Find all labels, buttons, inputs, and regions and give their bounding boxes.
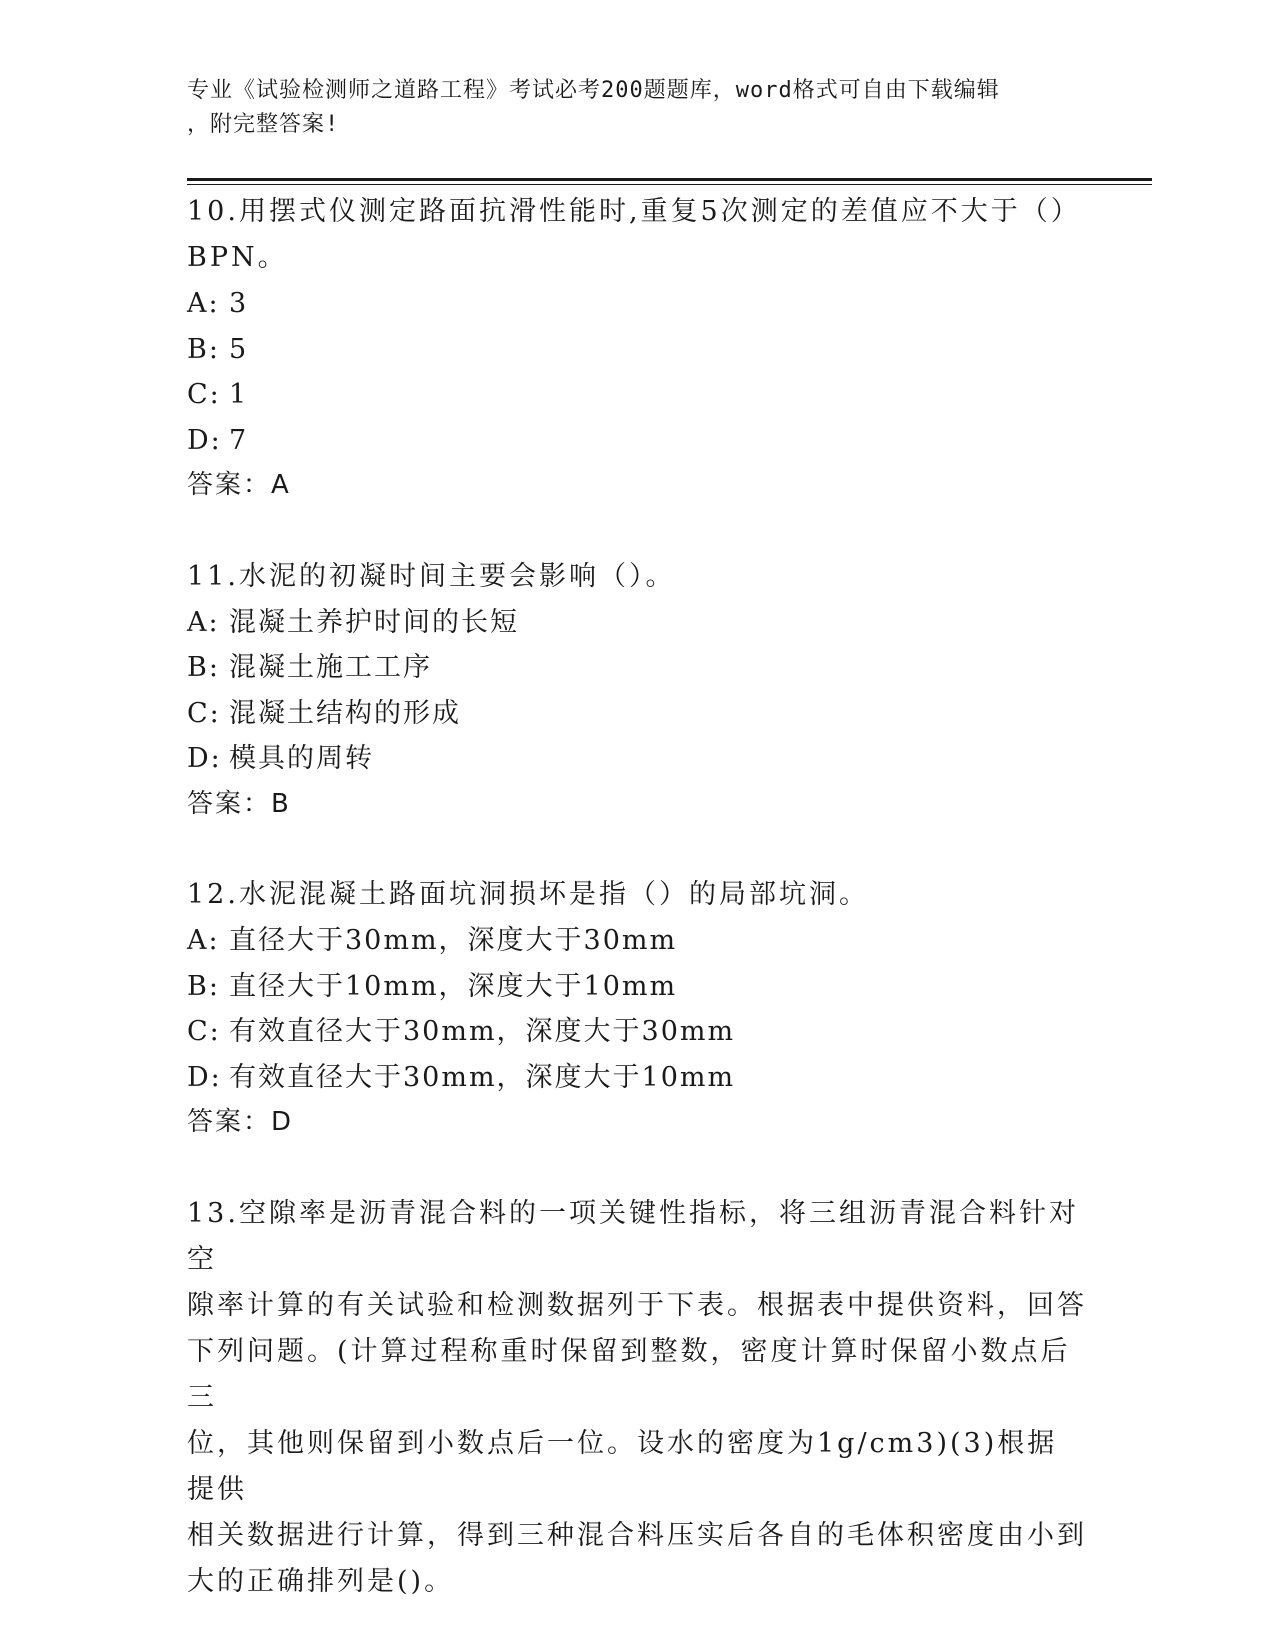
question-10	[187, 189, 1087, 509]
option-text: 7	[229, 424, 249, 456]
question-stem-line: 10.用摆式仪测定路面抗滑性能时,重复5次测定的差值应不大于（）	[187, 196, 1081, 227]
header-title-line-2: ，附完整答案!	[187, 112, 340, 137]
header-divider-thick	[187, 178, 1152, 181]
option-text: 有效直径大于30mm，深度大于10mm	[229, 1061, 736, 1093]
question-stem-line: 大的正确排列是()。	[187, 1565, 455, 1597]
question-list	[187, 189, 1087, 1605]
option-text: 混凝土养护时间的长短	[229, 606, 519, 638]
option-d	[187, 418, 1087, 464]
option-letter: B:	[187, 333, 220, 365]
answer-line: 答案：D	[187, 1107, 294, 1137]
question-11	[187, 554, 1087, 828]
option-text: 有效直径大于30mm，深度大于30mm	[229, 1016, 736, 1047]
question-13	[187, 1191, 1087, 1605]
question-stem-line: BPN。	[187, 242, 288, 273]
option-letter: D:	[187, 1061, 222, 1093]
option-a	[187, 281, 1087, 327]
question-stem-line: 隙率计算的有关试验和检测数据列于下表。根据表中提供资料，回答	[187, 1289, 1087, 1321]
answer-line: 答案：B	[187, 788, 291, 819]
option-b	[187, 327, 1087, 373]
question-12	[187, 872, 1087, 1146]
option-b	[187, 645, 1087, 691]
option-text: 直径大于10mm，深度大于10mm	[229, 970, 678, 1002]
option-letter: B:	[187, 652, 220, 683]
option-letter: D:	[187, 743, 222, 774]
question-stem-line: 下列问题。(计算过程称重时保留到整数，密度计算时保留小数点后三	[187, 1335, 1071, 1413]
option-text: 模具的周转	[229, 743, 374, 774]
option-letter: C:	[187, 1016, 221, 1047]
option-c	[187, 372, 1087, 418]
question-spacer	[187, 509, 1087, 554]
header-title-line-1: 专业《试验检测师之道路工程》考试必考200题题库，word格式可自由下载编辑	[187, 78, 1000, 103]
option-text: 3	[229, 288, 249, 319]
option-d	[187, 1055, 1087, 1101]
question-stem-line: 位，其他则保留到小数点后一位。设水的密度为1g/cm3)(3)根据提供	[187, 1427, 1058, 1505]
option-text: 1	[229, 379, 249, 410]
question-stem-line: 11.水泥的初凝时间主要会影响（）。	[187, 560, 676, 592]
option-text: 混凝土施工工序	[229, 652, 432, 683]
option-a	[187, 918, 1087, 964]
option-letter: C:	[187, 697, 221, 729]
option-c	[187, 1009, 1087, 1055]
option-text: 5	[229, 333, 249, 365]
option-d	[187, 736, 1087, 782]
question-spacer	[187, 1146, 1087, 1191]
option-letter: A:	[187, 606, 220, 638]
option-text: 混凝土结构的形成	[229, 697, 461, 729]
question-stem-line: 13.空隙率是沥青混合料的一项关键性指标，将三组沥青混合料针对空	[187, 1197, 1079, 1275]
option-c	[187, 691, 1087, 737]
document-header	[187, 74, 1067, 142]
option-letter: B:	[187, 970, 220, 1002]
question-spacer	[187, 827, 1087, 872]
option-b	[187, 964, 1087, 1010]
option-letter: A:	[187, 925, 220, 956]
header-divider-thin	[187, 184, 1152, 185]
question-stem-line: 相关数据进行计算，得到三种混合料压实后各自的毛体积密度由小到	[187, 1519, 1087, 1551]
option-letter: D:	[187, 424, 222, 456]
option-text: 直径大于30mm，深度大于30mm	[229, 925, 678, 956]
option-letter: A:	[187, 288, 220, 319]
option-a	[187, 600, 1087, 646]
answer-line: 答案：A	[187, 470, 291, 500]
question-stem-line: 12.水泥混凝土路面坑洞损坏是指（）的局部坑洞。	[187, 879, 869, 910]
option-letter: C:	[187, 379, 221, 410]
